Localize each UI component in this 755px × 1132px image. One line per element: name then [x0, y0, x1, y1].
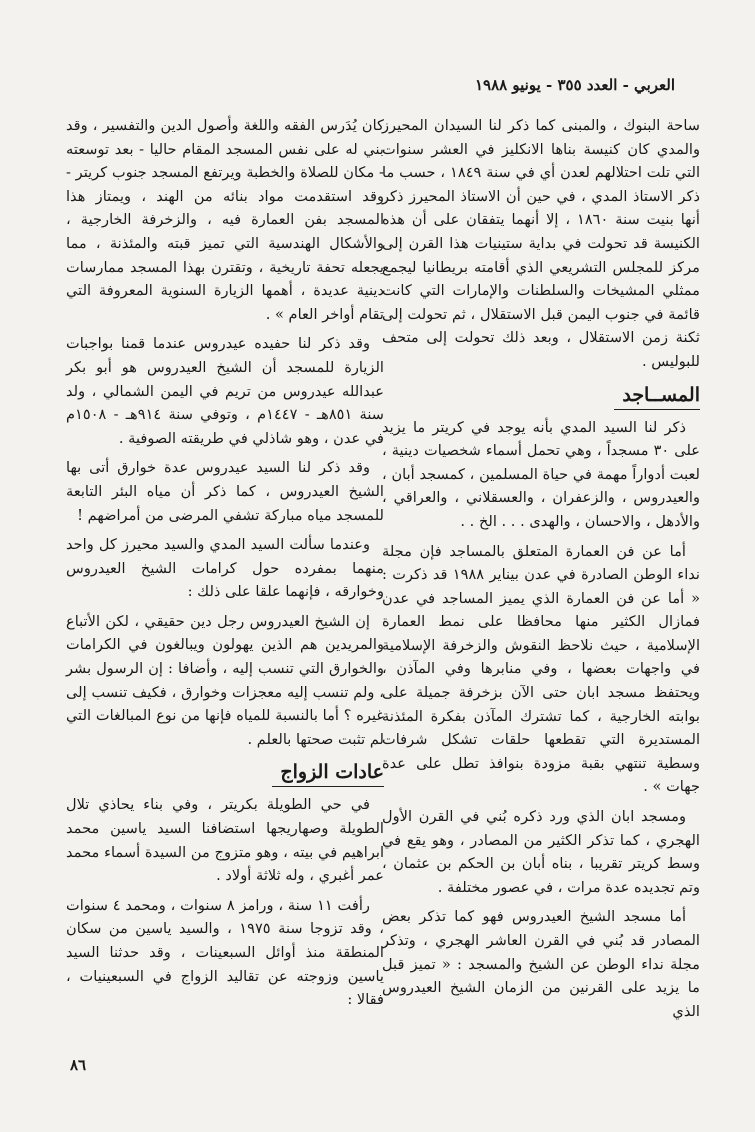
page-number: ٨٦: [70, 1056, 87, 1074]
paragraph: في حي الطويلة بكريتر ، وفي بناء يحاذي تلال الطويلة وصهاريجها استضافنا السيد ياسين محمد ابراهيم في بيته ، وهو متزوج من السيدة أسماء محمد عمر أغبري ، وله ثلاثة أولاد .: [66, 796, 384, 885]
paragraph: كان يُدَرس الفقه واللغة وأصول الدين والتفسير ، وقد بني له على نفس المسجد المقام حاليا - بعد توسعته - مكان للصلاة والخطبة ويرتفع المسجد جنوب كريتر - وقد استقدمت مواد بنائه من الهند ، ويمتاز هذا المسجد بفن العمارة فيه ، والزخرفة الخارجية ، والأشكال الهندسية التي تميز قبته والمئذنة ، مما يجعله تحفة تاريخية ، وتقترن بهذا المسجد ممارسات دينية عديدة ، أهمها الزيارة السنوية المعروفة التي تقام أواخر العام » .: [66, 117, 384, 323]
section-heading-wrap: [66, 757, 384, 793]
paragraph: ساحة البنوك ، والمبنى كما ذكر لنا السيدان المحيرز والمدي كان كنيسة بناها الانكليز في العشر سنوات التي تلت احتلالهم لعدن أي في سنة ١٨٤٩ ، حسب ما ذكر الاستاذ المدي ، في حين أن الاستاذ المحيرز ذكر أنها بنيت سنة ١٨٦٠ ، إلا أنهما يتفقان على أن هذه الكنيسة قد تحولت في بداية ستينيات هذا القرن إلى مركز للمجلس التشريعي الذي أقامته بريطانيا ليجمع ممثلي المشيخات والسلطنات والإمارات التي كانت قائمة في جنوب اليمن قبل الاستقلال ، ثم تحولت إلى ثكنة زمن الاستقلال ، وبعد ذلك تحولت إلى متحف للبوليس .: [382, 117, 700, 370]
right-column: [382, 114, 700, 1029]
running-header: العربي - العدد ٣٥٥ - يونيو ١٩٨٨: [474, 76, 675, 94]
paragraph: ومسجد ابان الذي ورد ذكره بُني في القرن الأول الهجري ، كما تذكر الكثير من المصادر ، وهو يقع في وسط كريتر تقريبا ، بناه أبان بن الحكم بن عثمان ، وتم تجديده عدة مرات ، في عصور مختلفة .: [382, 808, 700, 896]
paragraph: أما عن فن العمارة المتعلق بالمساجد فإن مجلة نداء الوطن الصادرة في عدن بيناير ١٩٨٨ قد ذكرت : « أما عن فن العمارة الذي يميز المساجد في عدن فمازال الكثير منها محافظا على نمط العمارة الإسلامية ، حيث نلاحظ النقوش والزخرفة الإسلامية في واجهات بعضها ، وفي منابرها وفي المآذن ، ويحتفظ مسجد ابان حتى الآن بزخرفة جميلة على بوابته الخارجية ، كما تشترك المآذن بفكرة المئذنة المستديرة التي تقطعها حلقات تشكل شرفات وسطية تنتهي بقبة مزودة بنوافذ تطل على عدة جهات » .: [382, 542, 700, 796]
paragraph: وقد ذكر لنا السيد عيدروس عدة خوارق أتى بها الشيخ العيدروس ، كما ذكر أن مياه البئر التابعة للمسجد مياه مباركة تشفي المرضى من أمراضهم !: [66, 459, 384, 524]
paragraph: أما مسجد الشيخ العيدروس فهو كما تذكر بعض المصادر قد بُني في القرن العاشر الهجري ، وتذكر مجلة نداء الوطن عن الشيخ والمسجد : « تميز قبل ما يزيد على القرنين من الزمان الشيخ العيدروس الذي: [382, 908, 700, 1020]
section-heading-mosques: المســاجد: [614, 382, 700, 410]
paragraph: رأفت ١١ سنة ، ورامز ٨ سنوات ، ومحمد ٤ سنوات ، وقد تزوجا سنة ١٩٧٥ ، والسيد ياسين من سكان المنطقة منذ أوائل السبعينات ، وقد حدثنا السيد ياسين وزوجته عن تقاليد الزواج في السبعينيات ، فقالا :: [66, 896, 384, 1009]
paragraph: وقد ذكر لنا حفيده عيدروس عندما قمنا بواجبات الزيارة للمسجد أن الشيخ العيدروس هو أبو بكر عبدالله عيدروس من تريم في اليمن الشمالي ، ولد سنة ٨٥١هـ - ١٤٤٧م ، وتوفي سنة ٩١٤هـ - ١٥٠٨م في عدن ، وهو شاذلي في طريقته الصوفية .: [66, 335, 385, 447]
section-heading-marriage: عادات الزواج: [272, 759, 384, 787]
paragraph: إن الشيخ العيدروس رجل دين حقيقي ، لكن الأتباع والمريدين هم الذين يهولون ويبالغون في الكرامات والخوارق التي تنسب إليه ، وأضافا : إن الرسول بشر ، ولم تنسب إليه معجزات وخوارق ، فكيف تنسب إلى غيره ؟ أما بالنسبة للمياه فإنها من نوع المبالغات التي لم تثبت صحتها بالعلم .: [66, 612, 384, 748]
section-heading-wrap: [382, 380, 700, 416]
left-column: [66, 114, 384, 1018]
paragraph: وعندما سألت السيد المدي والسيد محيرز كل واحد منهما بمفرده حول كرامات الشيخ العيدروس وخوارقه ، فإنهما علقا على ذلك :: [66, 536, 384, 601]
paragraph: ذكر لنا السيد المدي بأنه يوجد في كريتر ما يزيد على ٣٠ مسجداً ، وهي تحمل أسماء شخصيات دينية ، لعبت أدواراً مهمة في حياة المسلمين ، كمسجد أبان ، والعيدروس ، والزعفران ، والعسقلاني ، والعراقي ، والأدهل ، والاحسان ، والهدى . . . الخ . .: [382, 418, 701, 530]
